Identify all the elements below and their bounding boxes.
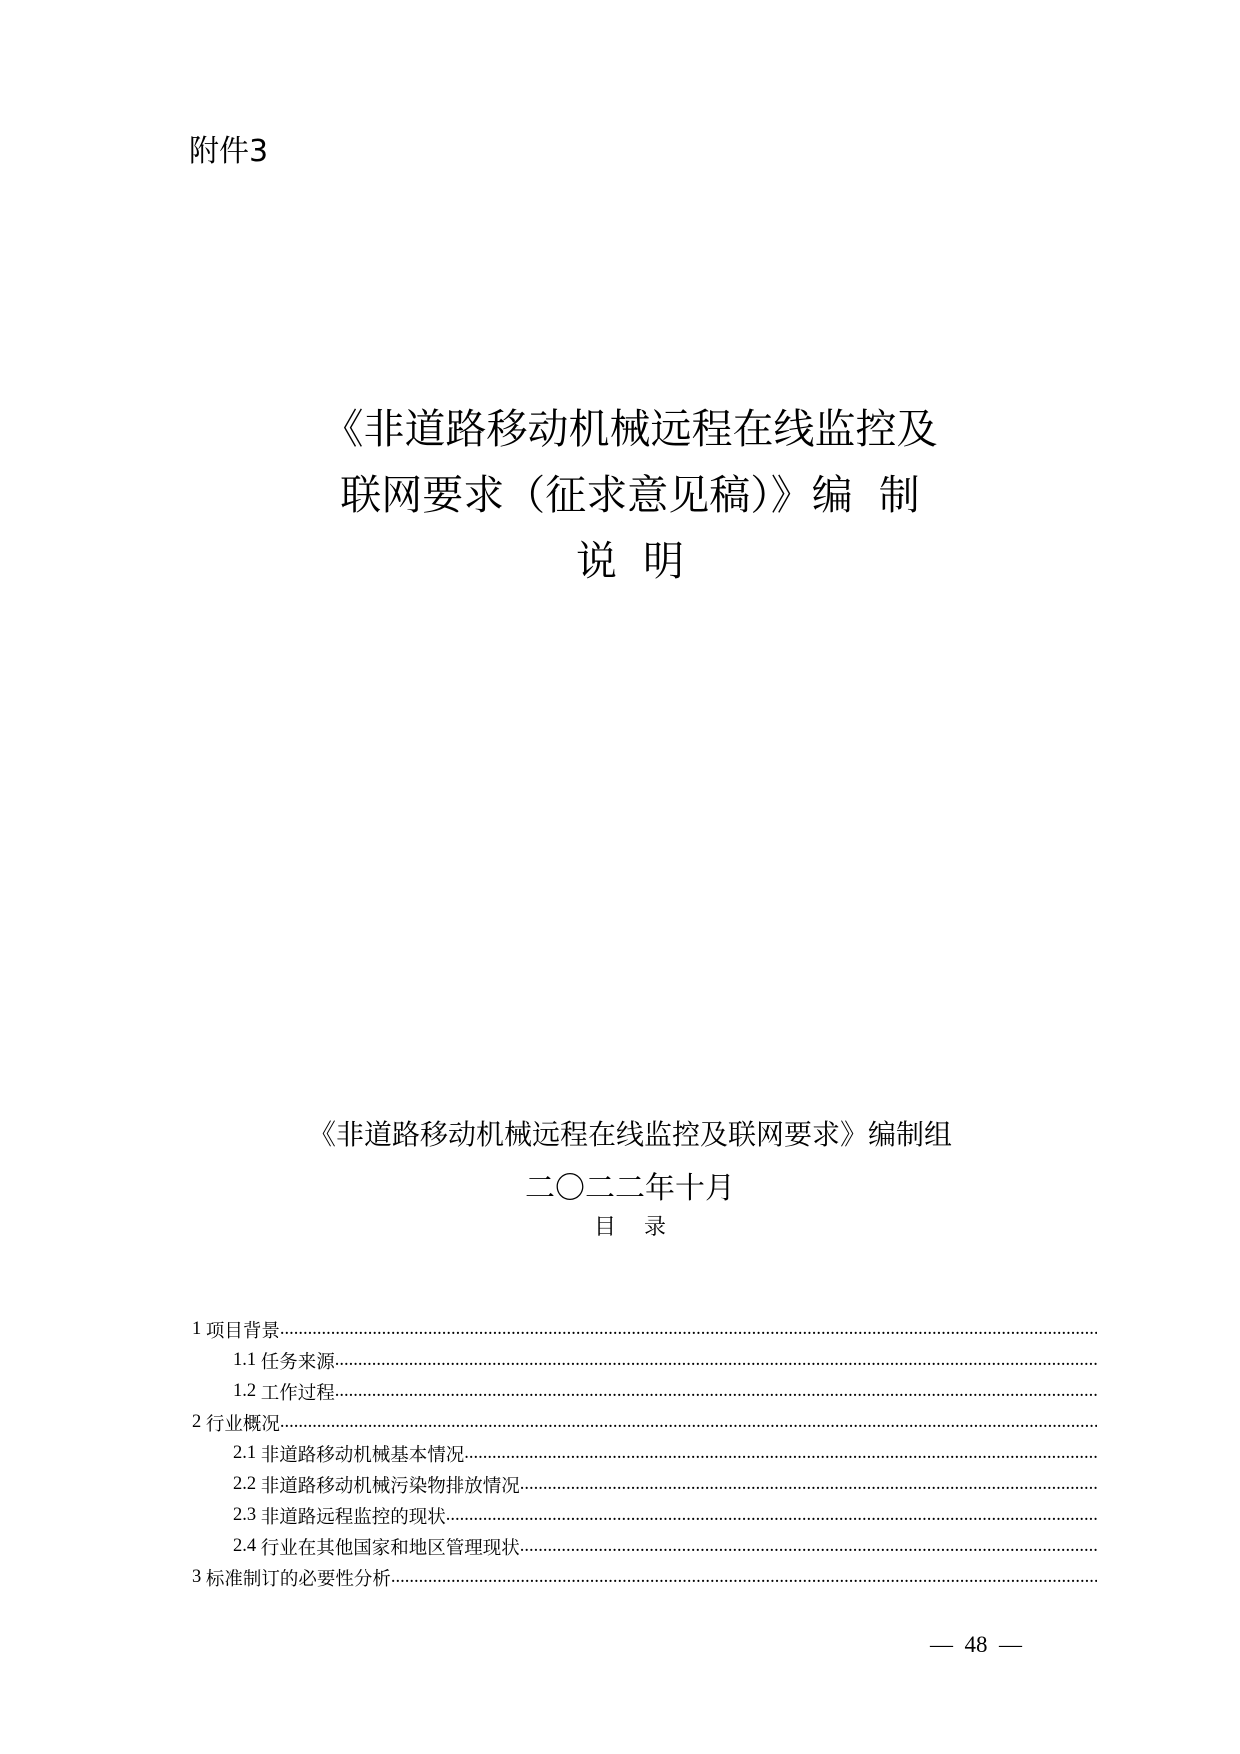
toc-text: 非道路移动机械污染物排放情况 — [260, 1476, 520, 1497]
toc-leader — [280, 1319, 1097, 1340]
toc-number: 2.2 — [233, 1474, 257, 1494]
toc-leader — [446, 1505, 1097, 1526]
toc-entry[interactable] — [192, 1562, 1097, 1593]
toc-number: 3 — [192, 1567, 202, 1587]
toc-entry[interactable] — [192, 1345, 1097, 1376]
toc-leader — [520, 1536, 1097, 1557]
page-number: — 48 — — [930, 1632, 1022, 1657]
title-line: 《非道路移动机械远程在线监控及 — [322, 405, 938, 453]
toc-text: 行业在其他国家和地区管理现状 — [260, 1538, 520, 1559]
toc-number: 2.1 — [233, 1443, 257, 1463]
toc-leader — [391, 1567, 1097, 1588]
toc-leader — [335, 1350, 1097, 1371]
toc-entry[interactable] — [192, 1438, 1097, 1469]
toc-entry[interactable] — [192, 1407, 1097, 1438]
toc-number: 1.2 — [233, 1381, 257, 1401]
title-line: 说 明 — [575, 537, 685, 585]
toc-text: 工作过程 — [260, 1383, 335, 1404]
organization: 《非道路移动机械远程在线监控及联网要求》编制组 — [307, 1118, 952, 1151]
toc-number: 2.3 — [233, 1505, 257, 1525]
toc-number: 2 — [192, 1412, 202, 1432]
date: 二〇二二年十月 — [525, 1171, 735, 1206]
toc-leader — [335, 1381, 1097, 1402]
toc-number: 2.4 — [233, 1536, 257, 1556]
toc-text: 标准制订的必要性分析 — [205, 1569, 391, 1590]
toc-heading: 目 录 — [594, 1215, 666, 1240]
toc-entry[interactable] — [192, 1376, 1097, 1407]
toc-text: 行业概况 — [205, 1414, 280, 1435]
toc-leader — [464, 1443, 1097, 1464]
toc-text: 项目背景 — [205, 1321, 280, 1342]
toc-text: 非道路移动机械基本情况 — [260, 1445, 465, 1466]
document-title — [0, 396, 1240, 594]
toc-leader — [520, 1474, 1097, 1495]
table-of-contents — [192, 1314, 1097, 1593]
toc-number: 1.1 — [233, 1350, 257, 1370]
attachment-label: 附件3 — [189, 134, 269, 169]
toc-number: 1 — [192, 1319, 202, 1339]
toc-text: 任务来源 — [260, 1352, 335, 1373]
title-line: 联网要求（征求意见稿）》编 制 — [340, 471, 920, 519]
toc-text: 非道路远程监控的现状 — [260, 1507, 446, 1528]
toc-entry[interactable] — [192, 1469, 1097, 1500]
toc-entry[interactable] — [192, 1531, 1097, 1562]
toc-entry[interactable] — [192, 1500, 1097, 1531]
toc-leader — [280, 1412, 1097, 1433]
toc-entry[interactable] — [192, 1314, 1097, 1345]
